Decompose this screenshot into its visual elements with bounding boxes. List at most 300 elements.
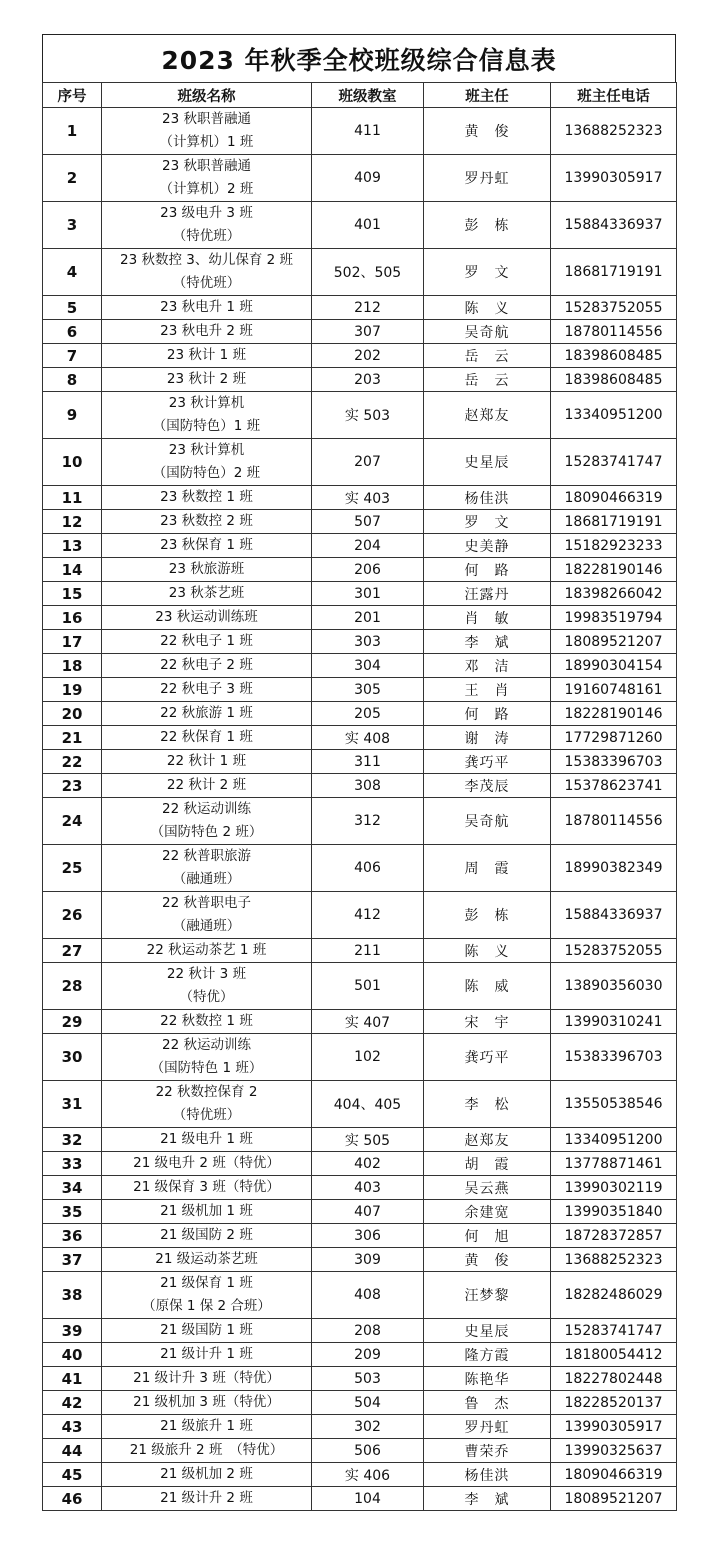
classroom-cell: 304 (312, 654, 424, 678)
table-row (43, 510, 677, 534)
teacher-cell: 余建宽 (424, 1200, 551, 1224)
table-row (43, 1487, 677, 1511)
row-index: 3 (43, 202, 102, 249)
class-name-line: 23 秋计算机 (168, 442, 245, 458)
teacher-cell: 罗丹虹 (424, 1415, 551, 1439)
class-name-line: 21 级保育 3 班（特优） (133, 1179, 280, 1195)
class-name-line: 21 级计升 3 班（特优） (133, 1370, 280, 1386)
table-body (43, 108, 677, 1511)
classroom-cell: 309 (312, 1248, 424, 1272)
teacher-cell: 陈 威 (424, 963, 551, 1010)
table-row (43, 726, 677, 750)
table-row (43, 1010, 677, 1034)
row-index: 42 (43, 1391, 102, 1415)
table-row (43, 344, 677, 368)
phone-cell: 13990351840 (551, 1200, 677, 1224)
classroom-cell: 307 (312, 320, 424, 344)
table-row (43, 1463, 677, 1487)
table-row (43, 1034, 677, 1081)
row-index: 28 (43, 963, 102, 1010)
row-index: 2 (43, 155, 102, 202)
row-index: 46 (43, 1487, 102, 1511)
classroom-cell: 206 (312, 558, 424, 582)
class-name-line: 21 级计升 1 班 (160, 1346, 253, 1362)
row-index: 27 (43, 939, 102, 963)
info-sheet (42, 34, 676, 1511)
class-name-line: 21 级电升 1 班 (160, 1131, 253, 1147)
table-row (43, 939, 677, 963)
class-name-cell (102, 202, 312, 249)
class-name-cell (102, 963, 312, 1010)
teacher-cell: 陈 义 (424, 296, 551, 320)
classroom-cell: 311 (312, 750, 424, 774)
table-row (43, 249, 677, 296)
table-row (43, 702, 677, 726)
class-name-line: （原保 1 保 2 合班） (142, 1298, 271, 1314)
class-name-line: 23 秋职普融通 (162, 158, 251, 174)
class-name-cell (102, 534, 312, 558)
teacher-cell: 赵郑友 (424, 1128, 551, 1152)
class-name-line: 21 级计升 2 班 (160, 1490, 253, 1506)
phone-cell: 18398608485 (551, 368, 677, 392)
class-name-line: 21 级机加 1 班 (160, 1203, 253, 1219)
classroom-cell: 402 (312, 1152, 424, 1176)
row-index: 7 (43, 344, 102, 368)
phone-cell: 18090466319 (551, 1463, 677, 1487)
class-name-cell (102, 368, 312, 392)
phone-cell: 13990305917 (551, 1415, 677, 1439)
teacher-cell: 罗 文 (424, 510, 551, 534)
classroom-cell: 201 (312, 606, 424, 630)
row-index: 15 (43, 582, 102, 606)
teacher-cell: 杨佳洪 (424, 486, 551, 510)
class-name-cell (102, 1034, 312, 1081)
teacher-cell: 龚巧平 (424, 750, 551, 774)
phone-cell: 18228520137 (551, 1391, 677, 1415)
classroom-cell: 502、505 (312, 249, 424, 296)
phone-cell: 17729871260 (551, 726, 677, 750)
phone-cell: 13990302119 (551, 1176, 677, 1200)
classroom-cell: 实 503 (312, 392, 424, 439)
table-row (43, 1367, 677, 1391)
row-index: 14 (43, 558, 102, 582)
class-name-cell (102, 155, 312, 202)
teacher-cell: 史美静 (424, 534, 551, 558)
class-name-cell (102, 774, 312, 798)
table-row (43, 439, 677, 486)
row-index: 18 (43, 654, 102, 678)
teacher-cell: 陈 义 (424, 939, 551, 963)
class-name-line: 22 秋计 1 班 (166, 753, 247, 769)
phone-cell: 18398608485 (551, 344, 677, 368)
classroom-cell: 411 (312, 108, 424, 155)
teacher-cell: 史星辰 (424, 1319, 551, 1343)
classroom-cell: 211 (312, 939, 424, 963)
class-name-line: 21 级旅升 2 班 （特优） (129, 1442, 284, 1458)
teacher-cell: 罗 文 (424, 249, 551, 296)
class-name-cell (102, 249, 312, 296)
phone-cell: 19983519794 (551, 606, 677, 630)
teacher-cell: 汪梦黎 (424, 1272, 551, 1319)
row-index: 12 (43, 510, 102, 534)
phone-cell: 18180054412 (551, 1343, 677, 1367)
row-index: 13 (43, 534, 102, 558)
row-index: 26 (43, 892, 102, 939)
classroom-cell: 实 505 (312, 1128, 424, 1152)
phone-cell: 18728372857 (551, 1224, 677, 1248)
teacher-cell: 曹荣乔 (424, 1439, 551, 1463)
class-name-line: （计算机）2 班 (159, 181, 254, 197)
row-index: 31 (43, 1081, 102, 1128)
phone-cell: 18090466319 (551, 486, 677, 510)
row-index: 34 (43, 1176, 102, 1200)
teacher-cell: 王 肖 (424, 678, 551, 702)
teacher-cell: 史星辰 (424, 439, 551, 486)
class-name-cell (102, 582, 312, 606)
table-row (43, 1224, 677, 1248)
phone-cell: 19160748161 (551, 678, 677, 702)
class-name-line: 23 秋计算机 (168, 395, 245, 411)
class-name-cell (102, 678, 312, 702)
teacher-cell: 吴奇航 (424, 798, 551, 845)
classroom-cell: 506 (312, 1439, 424, 1463)
classroom-cell: 207 (312, 439, 424, 486)
row-index: 6 (43, 320, 102, 344)
table-row (43, 582, 677, 606)
class-name-cell (102, 558, 312, 582)
table-row (43, 1439, 677, 1463)
classroom-cell: 302 (312, 1415, 424, 1439)
table-row (43, 296, 677, 320)
classroom-cell: 507 (312, 510, 424, 534)
class-name-line: （国防特色 2 班） (150, 824, 263, 840)
teacher-cell: 陈艳华 (424, 1367, 551, 1391)
row-index: 44 (43, 1439, 102, 1463)
classroom-cell: 301 (312, 582, 424, 606)
phone-cell: 15884336937 (551, 202, 677, 249)
table-row (43, 774, 677, 798)
table-row (43, 1128, 677, 1152)
class-name-line: （国防特色 1 班） (150, 1060, 263, 1076)
class-name-line: 22 秋数控保育 2 (155, 1084, 258, 1100)
classroom-cell: 203 (312, 368, 424, 392)
teacher-cell: 岳 云 (424, 368, 551, 392)
phone-cell: 18089521207 (551, 1487, 677, 1511)
table-row (43, 368, 677, 392)
class-name-cell (102, 1224, 312, 1248)
phone-cell: 15383396703 (551, 1034, 677, 1081)
teacher-cell: 赵郑友 (424, 392, 551, 439)
class-name-line: 23 秋保育 1 班 (160, 537, 253, 553)
teacher-cell: 周 霞 (424, 845, 551, 892)
class-name-line: 22 秋运动训练 (162, 1037, 251, 1053)
table-row (43, 558, 677, 582)
row-index: 1 (43, 108, 102, 155)
row-index: 19 (43, 678, 102, 702)
classroom-cell: 403 (312, 1176, 424, 1200)
phone-cell: 18990304154 (551, 654, 677, 678)
class-name-cell (102, 510, 312, 534)
class-name-cell (102, 320, 312, 344)
phone-cell: 13340951200 (551, 392, 677, 439)
teacher-cell: 宋 宇 (424, 1010, 551, 1034)
classroom-cell: 401 (312, 202, 424, 249)
phone-cell: 13688252323 (551, 1248, 677, 1272)
classroom-cell: 412 (312, 892, 424, 939)
class-name-line: 21 级保育 1 班 (160, 1275, 253, 1291)
classroom-cell: 407 (312, 1200, 424, 1224)
class-name-cell (102, 108, 312, 155)
class-name-line: 23 秋电升 1 班 (160, 299, 253, 315)
row-index: 22 (43, 750, 102, 774)
teacher-cell: 邓 洁 (424, 654, 551, 678)
class-name-cell (102, 1391, 312, 1415)
teacher-cell: 彭 栋 (424, 202, 551, 249)
table-row (43, 392, 677, 439)
row-index: 16 (43, 606, 102, 630)
class-name-line: 22 秋电子 1 班 (160, 633, 253, 649)
phone-cell: 18780114556 (551, 798, 677, 845)
classroom-cell: 409 (312, 155, 424, 202)
row-index: 45 (43, 1463, 102, 1487)
class-name-cell (102, 486, 312, 510)
table-row (43, 108, 677, 155)
class-name-cell (102, 344, 312, 368)
phone-cell: 18398266042 (551, 582, 677, 606)
classroom-cell: 303 (312, 630, 424, 654)
teacher-cell: 何 路 (424, 558, 551, 582)
class-name-line: 23 秋旅游班 (168, 561, 245, 577)
teacher-cell: 汪露丹 (424, 582, 551, 606)
phone-cell: 13340951200 (551, 1128, 677, 1152)
classroom-cell: 305 (312, 678, 424, 702)
classroom-cell: 实 407 (312, 1010, 424, 1034)
row-index: 41 (43, 1367, 102, 1391)
class-name-cell (102, 654, 312, 678)
row-index: 25 (43, 845, 102, 892)
teacher-cell: 李 斌 (424, 1487, 551, 1511)
class-name-cell (102, 845, 312, 892)
header-class-name: 班级名称 (102, 83, 312, 108)
phone-cell: 13990305917 (551, 155, 677, 202)
teacher-cell: 彭 栋 (424, 892, 551, 939)
phone-cell: 13990325637 (551, 1439, 677, 1463)
classroom-cell: 实 403 (312, 486, 424, 510)
row-index: 17 (43, 630, 102, 654)
table-row (43, 202, 677, 249)
class-name-line: 23 秋计 2 班 (166, 371, 247, 387)
header-row (43, 83, 677, 108)
table-row (43, 678, 677, 702)
class-name-line: （特优） (179, 989, 234, 1005)
phone-cell: 15182923233 (551, 534, 677, 558)
teacher-cell: 李茂辰 (424, 774, 551, 798)
class-name-line: 22 秋电子 3 班 (160, 681, 253, 697)
class-name-line: 22 秋计 2 班 (166, 777, 247, 793)
classroom-cell: 204 (312, 534, 424, 558)
header-classroom: 班级教室 (312, 83, 424, 108)
row-index: 21 (43, 726, 102, 750)
class-name-cell (102, 1176, 312, 1200)
table-row (43, 845, 677, 892)
teacher-cell: 鲁 杰 (424, 1391, 551, 1415)
phone-cell: 15378623741 (551, 774, 677, 798)
class-name-line: 22 秋计 3 班 (166, 966, 247, 982)
class-info-table (42, 82, 677, 1511)
header-phone: 班主任电话 (551, 83, 677, 108)
class-name-line: 23 秋数控 1 班 (160, 489, 253, 505)
phone-cell: 15283741747 (551, 1319, 677, 1343)
class-name-line: 21 级机加 3 班（特优） (133, 1394, 280, 1410)
phone-cell: 18780114556 (551, 320, 677, 344)
class-name-cell (102, 798, 312, 845)
table-row (43, 1319, 677, 1343)
phone-cell: 18681719191 (551, 249, 677, 296)
classroom-cell: 408 (312, 1272, 424, 1319)
class-name-line: 23 秋职普融通 (162, 111, 251, 127)
row-index: 36 (43, 1224, 102, 1248)
class-name-line: 21 级旅升 1 班 (160, 1418, 253, 1434)
classroom-cell: 104 (312, 1487, 424, 1511)
class-name-line: （国防特色）1 班 (152, 418, 261, 434)
classroom-cell: 212 (312, 296, 424, 320)
classroom-cell: 504 (312, 1391, 424, 1415)
classroom-cell: 503 (312, 1367, 424, 1391)
class-name-cell (102, 1487, 312, 1511)
row-index: 10 (43, 439, 102, 486)
class-name-cell (102, 939, 312, 963)
teacher-cell: 何 路 (424, 702, 551, 726)
phone-cell: 13890356030 (551, 963, 677, 1010)
class-name-line: 22 秋运动茶艺 1 班 (146, 942, 267, 958)
row-index: 32 (43, 1128, 102, 1152)
class-name-cell (102, 1248, 312, 1272)
class-name-cell (102, 726, 312, 750)
classroom-cell: 308 (312, 774, 424, 798)
phone-cell: 15383396703 (551, 750, 677, 774)
class-name-cell (102, 1415, 312, 1439)
class-name-line: （特优班） (172, 275, 241, 291)
table-row (43, 654, 677, 678)
class-name-line: 22 秋旅游 1 班 (160, 705, 253, 721)
class-name-line: 21 级国防 2 班 (160, 1227, 253, 1243)
classroom-cell: 312 (312, 798, 424, 845)
classroom-cell: 306 (312, 1224, 424, 1248)
phone-cell: 15283752055 (551, 296, 677, 320)
row-index: 35 (43, 1200, 102, 1224)
phone-cell: 13688252323 (551, 108, 677, 155)
class-name-line: （融通班） (172, 918, 241, 934)
class-name-cell (102, 1128, 312, 1152)
table-row (43, 1248, 677, 1272)
classroom-cell: 202 (312, 344, 424, 368)
header-teacher: 班主任 (424, 83, 551, 108)
phone-cell: 18227802448 (551, 1367, 677, 1391)
phone-cell: 15283752055 (551, 939, 677, 963)
classroom-cell: 205 (312, 702, 424, 726)
row-index: 9 (43, 392, 102, 439)
class-name-line: 21 级机加 2 班 (160, 1466, 253, 1482)
teacher-cell: 谢 涛 (424, 726, 551, 750)
phone-cell: 13550538546 (551, 1081, 677, 1128)
phone-cell: 18681719191 (551, 510, 677, 534)
row-index: 29 (43, 1010, 102, 1034)
row-index: 37 (43, 1248, 102, 1272)
class-name-cell (102, 892, 312, 939)
phone-cell: 18228190146 (551, 558, 677, 582)
class-name-cell (102, 1463, 312, 1487)
teacher-cell: 黄 俊 (424, 108, 551, 155)
classroom-cell: 102 (312, 1034, 424, 1081)
row-index: 30 (43, 1034, 102, 1081)
class-name-line: （计算机）1 班 (159, 134, 254, 150)
class-name-cell (102, 1439, 312, 1463)
class-name-cell (102, 1200, 312, 1224)
row-index: 39 (43, 1319, 102, 1343)
teacher-cell: 罗丹虹 (424, 155, 551, 202)
class-name-line: 23 秋数控 3、幼儿保育 2 班 (119, 252, 294, 268)
teacher-cell: 黄 俊 (424, 1248, 551, 1272)
row-index: 33 (43, 1152, 102, 1176)
class-name-line: 23 秋运动训练班 (155, 609, 258, 625)
class-name-line: 23 秋茶艺班 (168, 585, 245, 601)
row-index: 8 (43, 368, 102, 392)
class-name-line: 22 秋数控 1 班 (160, 1013, 253, 1029)
phone-cell: 18089521207 (551, 630, 677, 654)
teacher-cell: 岳 云 (424, 344, 551, 368)
class-name-cell (102, 439, 312, 486)
class-name-line: 21 级电升 2 班（特优） (133, 1155, 280, 1171)
phone-cell: 18228190146 (551, 702, 677, 726)
class-name-line: （特优班） (172, 228, 241, 244)
class-name-cell (102, 702, 312, 726)
teacher-cell: 杨佳洪 (424, 1463, 551, 1487)
class-name-cell (102, 630, 312, 654)
row-index: 4 (43, 249, 102, 296)
table-row (43, 320, 677, 344)
class-name-line: 22 秋普职旅游 (162, 848, 251, 864)
teacher-cell: 李 斌 (424, 630, 551, 654)
header-index: 序号 (43, 83, 102, 108)
class-name-line: 21 级运动茶艺班 (155, 1251, 258, 1267)
row-index: 11 (43, 486, 102, 510)
classroom-cell: 404、405 (312, 1081, 424, 1128)
row-index: 43 (43, 1415, 102, 1439)
teacher-cell: 龚巧平 (424, 1034, 551, 1081)
class-name-cell (102, 1081, 312, 1128)
class-name-cell (102, 296, 312, 320)
class-name-cell (102, 750, 312, 774)
teacher-cell: 隆方霞 (424, 1343, 551, 1367)
row-index: 38 (43, 1272, 102, 1319)
classroom-cell: 501 (312, 963, 424, 1010)
phone-cell: 13990310241 (551, 1010, 677, 1034)
class-name-cell (102, 1343, 312, 1367)
class-name-line: 23 秋数控 2 班 (160, 513, 253, 529)
teacher-cell: 肖 敏 (424, 606, 551, 630)
phone-cell: 13778871461 (551, 1152, 677, 1176)
class-name-cell (102, 1319, 312, 1343)
class-name-line: （国防特色）2 班 (152, 465, 261, 481)
phone-cell: 15283741747 (551, 439, 677, 486)
class-name-line: 22 秋普职电子 (162, 895, 251, 911)
class-name-line: 22 秋保育 1 班 (160, 729, 253, 745)
class-name-line: 23 级电升 3 班 (160, 205, 253, 221)
teacher-cell: 何 旭 (424, 1224, 551, 1248)
teacher-cell: 吴奇航 (424, 320, 551, 344)
class-name-cell (102, 1010, 312, 1034)
class-name-cell (102, 1272, 312, 1319)
